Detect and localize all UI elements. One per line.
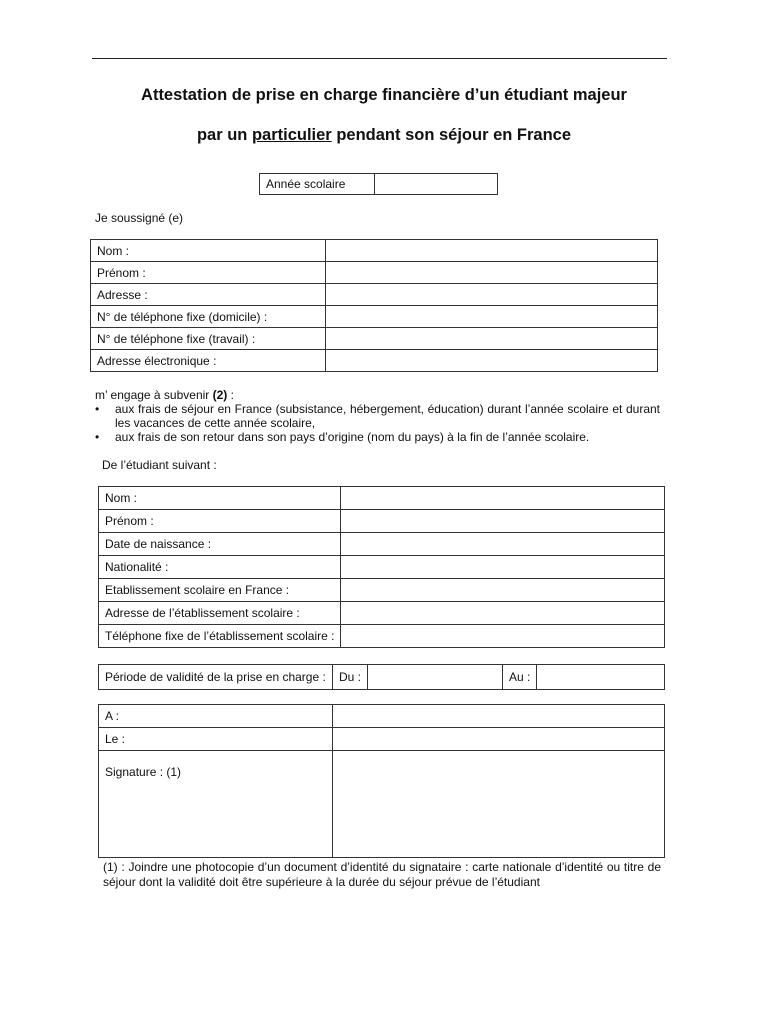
student-row-tel-etablissement	[99, 625, 665, 648]
student-nom-field[interactable]	[341, 487, 665, 510]
signer-tel-travail-field[interactable]	[326, 328, 658, 350]
student-label: Nationalité :	[99, 556, 341, 579]
student-info-table	[98, 486, 665, 648]
sign-row-a	[99, 705, 665, 728]
signer-email-field[interactable]	[326, 350, 658, 372]
engage-text	[95, 388, 234, 402]
student-naissance-field[interactable]	[341, 533, 665, 556]
bullet-text: aux frais de son retour dans son pays d’origine (nom du pays) à la fin de l’année scolaire.	[115, 430, 590, 444]
student-label: Date de naissance :	[99, 533, 341, 556]
signer-row-tel-domicile	[91, 306, 658, 328]
au-field[interactable]	[537, 665, 665, 690]
signer-row-tel-travail	[91, 328, 658, 350]
bullet-text: aux frais de séjour en France (subsistance, hébergement, éducation) durant l’année scolaire et durant les vacances de cette année scolaire,	[115, 402, 660, 430]
signer-adresse-field[interactable]	[326, 284, 658, 306]
student-row-nom	[99, 487, 665, 510]
signature-table	[98, 704, 665, 858]
signer-label: Adresse électronique :	[91, 350, 326, 372]
periode-table	[98, 664, 665, 690]
list-item	[95, 402, 660, 430]
signature-field[interactable]	[333, 751, 665, 858]
annee-scolaire-field[interactable]	[375, 174, 498, 195]
student-label: Etablissement scolaire en France :	[99, 579, 341, 602]
bullet-icon: •	[95, 402, 100, 416]
subtitle-prefix: par un	[196, 126, 252, 144]
a-field[interactable]	[333, 705, 665, 728]
sign-row-le	[99, 728, 665, 751]
subtitle-underlined-word: particulier	[251, 126, 332, 144]
etudiant-suivant-text: De l’étudiant suivant :	[102, 458, 217, 472]
bullet-icon: •	[95, 430, 100, 444]
signer-row-adresse	[91, 284, 658, 306]
student-label: Nom :	[99, 487, 341, 510]
au-label: Au :	[503, 665, 537, 690]
list-item	[95, 430, 660, 444]
signer-label: Prénom :	[91, 262, 326, 284]
student-row-nationalite	[99, 556, 665, 579]
student-nationalite-field[interactable]	[341, 556, 665, 579]
periode-label: Période de validité de la prise en charge :	[99, 665, 333, 690]
student-row-etablissement	[99, 579, 665, 602]
signer-row-prenom	[91, 262, 658, 284]
footnote: (1) : Joindre une photocopie d’un document d’identité du signataire : carte nationale d’identité ou titre de séjour dont la validité doit être supérieure à la durée du séjour prévue de l’étudiant	[103, 860, 661, 889]
signer-label: Adresse :	[91, 284, 326, 306]
student-row-prenom	[99, 510, 665, 533]
engage-prefix: m’ engage à subvenir	[95, 388, 213, 402]
engage-suffix: :	[227, 388, 234, 402]
document-subtitle	[0, 126, 768, 145]
du-label: Du :	[333, 665, 368, 690]
du-field[interactable]	[368, 665, 503, 690]
signer-info-table	[90, 239, 658, 372]
document-title: Attestation de prise en charge financière d’un étudiant majeur	[141, 86, 627, 104]
le-field[interactable]	[333, 728, 665, 751]
signer-row-nom	[91, 240, 658, 262]
signer-tel-domicile-field[interactable]	[326, 306, 658, 328]
bullet-list	[95, 402, 660, 444]
student-adresse-etablissement-field[interactable]	[341, 602, 665, 625]
signer-prenom-field[interactable]	[326, 262, 658, 284]
signer-label: Nom :	[91, 240, 326, 262]
annee-scolaire-table	[259, 173, 498, 195]
student-label: Prénom :	[99, 510, 341, 533]
le-label: Le :	[99, 728, 333, 751]
student-label: Téléphone fixe de l’établissement scolaire :	[99, 625, 341, 648]
signer-label: N° de téléphone fixe (domicile) :	[91, 306, 326, 328]
subtitle-suffix: pendant son séjour en France	[331, 126, 572, 144]
annee-scolaire-label: Année scolaire	[260, 174, 375, 195]
student-label: Adresse de l’établissement scolaire :	[99, 602, 341, 625]
soussigne-text: Je soussigné (e)	[95, 211, 184, 225]
student-row-adresse-etablissement	[99, 602, 665, 625]
top-rule	[92, 58, 667, 59]
student-prenom-field[interactable]	[341, 510, 665, 533]
student-row-naissance	[99, 533, 665, 556]
a-label: A :	[99, 705, 333, 728]
signer-label: N° de téléphone fixe (travail) :	[91, 328, 326, 350]
engage-ref: (2)	[212, 388, 228, 402]
signer-row-email	[91, 350, 658, 372]
student-tel-etablissement-field[interactable]	[341, 625, 665, 648]
sign-row-signature	[99, 751, 665, 858]
signer-nom-field[interactable]	[326, 240, 658, 262]
signature-label: Signature : (1)	[99, 751, 333, 858]
student-etablissement-field[interactable]	[341, 579, 665, 602]
